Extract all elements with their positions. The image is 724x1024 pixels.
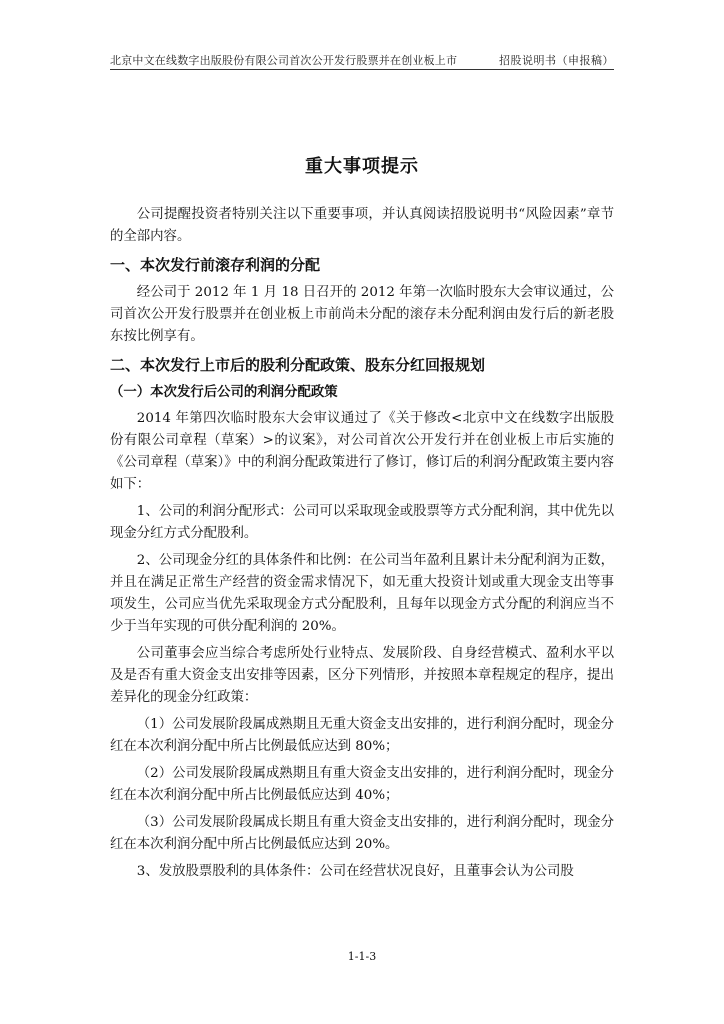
paragraph: 1、公司的利润分配形式：公司可以采取现金或股票等方式分配利润，其中优先以现金分红方式分配股利。 [110, 504, 614, 541]
paragraph: 经公司于 2012 年 1 月 18 日召开的 2012 年第一次临时股东大会审议通过，公司首次公开发行股票并在创业板上市前尚未分配的滚存未分配利润由发行后的新老股东按比例享有。 [110, 285, 614, 344]
paragraph: （2）公司发展阶段属成熟期且有重大资金支出安排的，进行利润分配时，现金分红在本次利润分配中所占比例最低应达到 40%； [110, 766, 614, 803]
header-doc-type: 招股说明书（申报稿） [499, 54, 614, 67]
paragraph: 公司董事会应当综合考虑所处行业特点、发展阶段、自身经营模式、盈利水平以及是否有重大资金支出安排等因素，区分下列情形，并按照本章程规定的程序，提出差异化的现金分红政策： [110, 646, 614, 705]
subsection-heading: （一）本次发行后公司的利润分配政策 [110, 385, 338, 400]
page-number: 1-1-3 [347, 950, 377, 963]
paragraph: 3、发放股票股利的具体条件：公司在经营状况良好，且董事会认为公司股 [136, 864, 574, 879]
section-heading: 二、本次发行上市后的股利分配政策、股东分红回报规划 [110, 356, 486, 374]
page-title: 重大事项提示 [305, 156, 419, 177]
paragraph: 2、公司现金分红的具体条件和比例：在公司当年盈利且累计未分配利润为正数，并且在满足正常生产经营的资金需求情况下，如无重大投资计划或重大现金支出等事项发生，公司应当优先采取现金方式分配股利，且每年以现金方式分配的利润应当不少于当年实现的可供分配利润的 20%。 [110, 553, 614, 634]
page-header [110, 52, 614, 70]
header-divider [110, 69, 614, 70]
paragraph: （1）公司发展阶段属成熟期且无重大资金支出安排的，进行利润分配时，现金分红在本次利润分配中所占比例最低应达到 80%； [110, 717, 614, 754]
document-body [110, 204, 614, 888]
header-company-title: 北京中文在线数字出版股份有限公司首次公开发行股票并在创业板上市 [110, 54, 458, 67]
section-heading: 一、本次发行前滚存利润的分配 [110, 256, 321, 274]
paragraph: 2014 年第四次临时股东大会审议通过了《关于修改<北京中文在线数字出版股份有限公司章程（草案）>的议案》，对公司首次公开发行并在创业板上市后实施的《公司章程（草案）》中的利润分配政策进行了修订，修订后的利润分配政策主要内容如下： [110, 411, 614, 492]
paragraph: 公司提醒投资者特别关注以下重要事项，并认真阅读招股说明书“风险因素”章节的全部内容。 [110, 207, 614, 244]
paragraph: （3）公司发展阶段属成长期且有重大资金支出安排的，进行利润分配时，现金分红在本次利润分配中所占比例最低应达到 20%。 [110, 815, 614, 852]
